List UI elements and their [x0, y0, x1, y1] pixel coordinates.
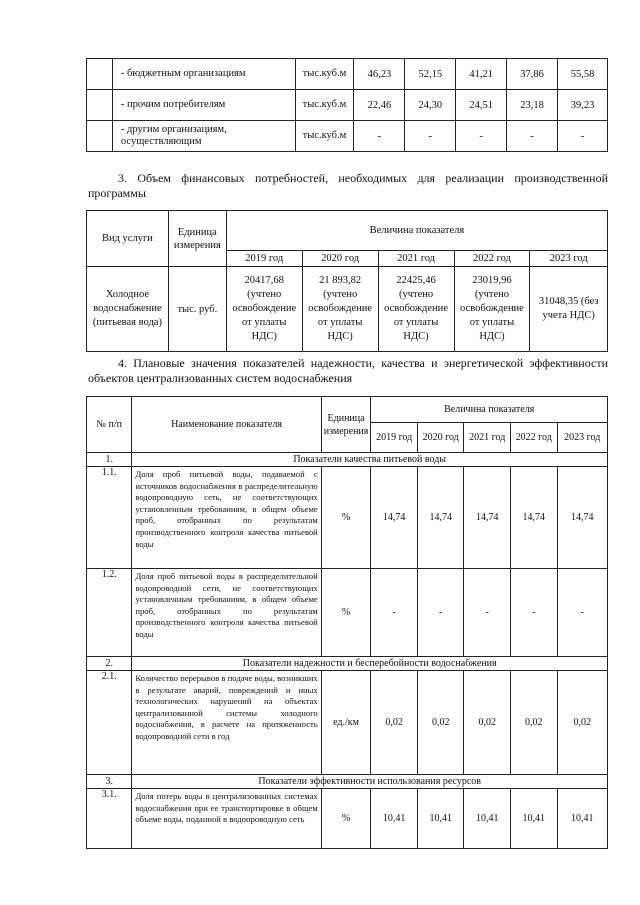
service-unit: тыс. руб.	[168, 267, 226, 352]
row-value: -	[456, 121, 507, 152]
finance-value: 21 893,82 (учтено освобождение от уплаты НДС)	[302, 267, 378, 352]
item-unit: %	[321, 789, 371, 849]
row-value: -	[405, 121, 456, 152]
row-value: 52,15	[405, 59, 456, 90]
header-num: № п/п	[87, 397, 132, 453]
item-name: Доля потерь воды в централизованных системах водоснабжения при ее транспортировке в общем объеме воды, поданной в водопроводную сеть	[132, 789, 321, 849]
row-unit: тыс.куб.м	[295, 59, 354, 90]
item-value: 10,41	[417, 789, 464, 849]
item-value: -	[371, 569, 418, 657]
header-service: Вид услуги	[87, 211, 169, 267]
row-value: 24,30	[405, 90, 456, 121]
item-value: 14,74	[464, 467, 511, 569]
table-row	[87, 671, 608, 775]
year-header: 2023 год	[530, 251, 608, 267]
header-value: Величина показателя	[371, 397, 608, 423]
row-unit: тыс.куб.м	[295, 121, 354, 152]
row-value: 55,58	[558, 59, 608, 90]
consumption-table	[86, 58, 608, 152]
item-value: -	[510, 569, 557, 657]
row-value: -	[507, 121, 558, 152]
finance-table	[86, 210, 608, 352]
item-value: -	[417, 569, 464, 657]
section-4-heading: 4. Плановые значения показателей надежности, качества и энергетической эффективности объектов централизованных систем водоснабжения	[88, 356, 609, 385]
year-header: 2022 год	[510, 423, 557, 453]
group-title: Показатели надежности и бесперебойности водоснабжения	[132, 657, 608, 671]
row-value: 23,18	[507, 90, 558, 121]
item-value: 0,02	[510, 671, 557, 775]
item-num: 1.2.	[87, 569, 132, 657]
item-num: 3.1.	[87, 789, 132, 849]
item-value: 10,41	[464, 789, 511, 849]
item-unit: %	[321, 569, 371, 657]
group-num: 3.	[87, 775, 132, 789]
item-value: 14,74	[557, 467, 607, 569]
row-value: 22,46	[354, 90, 405, 121]
group-num: 1.	[87, 453, 132, 467]
row-value: -	[354, 121, 405, 152]
item-value: -	[557, 569, 607, 657]
row-spacer	[87, 59, 113, 90]
row-value: 41,21	[456, 59, 507, 90]
year-header: 2023 год	[557, 423, 607, 453]
row-value: 24,51	[456, 90, 507, 121]
item-value: 14,74	[371, 467, 418, 569]
item-num: 1.1.	[87, 467, 132, 569]
header-unit: Единица измерения	[168, 211, 226, 267]
table-row	[87, 121, 608, 152]
year-header: 2019 год	[371, 423, 418, 453]
group-row	[87, 657, 608, 671]
header-value: Величина показателя	[226, 211, 607, 251]
group-num: 2.	[87, 657, 132, 671]
group-title: Показатели качества питьевой воды	[132, 453, 608, 467]
row-value: 39,23	[558, 90, 608, 121]
row-spacer	[87, 121, 113, 152]
item-num: 2.1.	[87, 671, 132, 775]
service-name: Холодное водоснабжение (питьевая вода)	[87, 267, 169, 352]
row-value: 37,86	[507, 59, 558, 90]
header-name: Наименование показателя	[132, 397, 321, 453]
table-row	[87, 59, 608, 90]
item-value: 10,41	[510, 789, 557, 849]
row-name: - другим организациям, осуществляющим	[112, 121, 295, 152]
item-value: 0,02	[417, 671, 464, 775]
table-row	[87, 569, 608, 657]
item-name: Количество перерывов в подаче воды, возникших в результате аварий, повреждений и иных технологических нарушений на объектах централизованной системы холодного водоснабжения, в расчете на протяженность водопроводной сети в год	[132, 671, 321, 775]
row-name: - бюджетным организациям	[112, 59, 295, 90]
item-value: 10,41	[371, 789, 418, 849]
year-header: 2021 год	[378, 251, 454, 267]
row-value: 46,23	[354, 59, 405, 90]
item-name: Доля проб питьевой воды в распределительной водопроводной сети, не соответствующих установленным требованиям, в общем объеме проб, отобранных по результатам производственного контроля качества питьевой воды	[132, 569, 321, 657]
table-row	[87, 90, 608, 121]
year-header: 2020 год	[302, 251, 378, 267]
group-title: Показатели эффективности использования ресурсов	[132, 775, 608, 789]
header-unit: Единица измерения	[321, 397, 371, 453]
finance-value: 31048,35 (без учета НДС)	[530, 267, 608, 352]
item-value: 0,02	[557, 671, 607, 775]
table-row	[87, 467, 608, 569]
indicators-table	[86, 396, 608, 849]
item-value: -	[464, 569, 511, 657]
item-unit: %	[321, 467, 371, 569]
finance-value: 23019,96 (учтено освобождение от уплаты НДС)	[454, 267, 530, 352]
year-header: 2020 год	[417, 423, 464, 453]
item-value: 14,74	[510, 467, 557, 569]
group-row	[87, 775, 608, 789]
item-value: 14,74	[417, 467, 464, 569]
year-header: 2019 год	[226, 251, 302, 267]
row-value: -	[558, 121, 608, 152]
item-value: 0,02	[371, 671, 418, 775]
year-header: 2021 год	[464, 423, 511, 453]
group-row	[87, 453, 608, 467]
item-name: Доля проб питьевой воды, подаваемой с источников водоснабжения в распределительную водопроводную сеть, не соответствующих установленным требованиям, в общем объеме проб, отобранных по результатам производственного контроля качества питьевой воды	[132, 467, 321, 569]
year-header: 2022 год	[454, 251, 530, 267]
table-row	[87, 789, 608, 849]
item-value: 0,02	[464, 671, 511, 775]
finance-value: 20417,68 (учтено освобождение от уплаты НДС)	[226, 267, 302, 352]
section-3-heading: 3. Объем финансовых потребностей, необходимых для реализации производственной программы	[88, 171, 609, 200]
row-name: - прочим потребителям	[112, 90, 295, 121]
finance-value: 22425,46 (учтено освобождение от уплаты НДС)	[378, 267, 454, 352]
item-value: 10,41	[557, 789, 607, 849]
row-spacer	[87, 90, 113, 121]
item-unit: ед./км	[321, 671, 371, 775]
row-unit: тыс.куб.м	[295, 90, 354, 121]
